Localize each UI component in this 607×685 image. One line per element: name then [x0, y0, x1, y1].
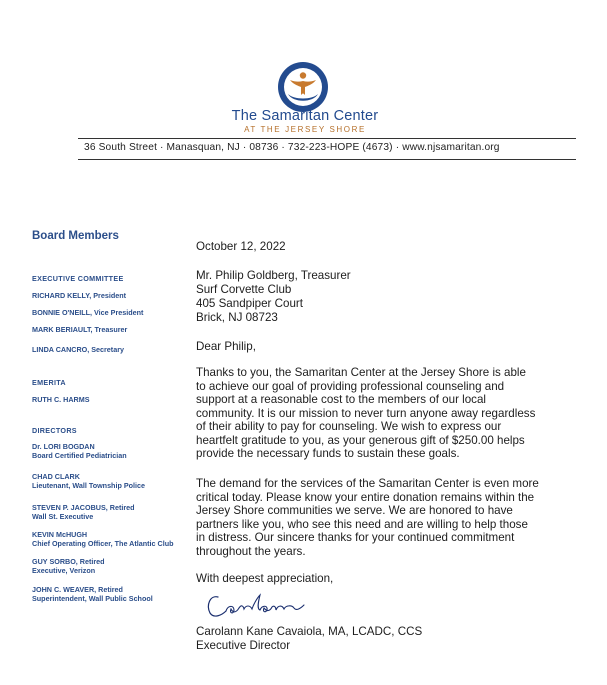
director-name: CHAD CLARK — [32, 472, 80, 481]
director-name: Dr. LORI BOGDAN — [32, 442, 95, 451]
paragraph-2 — [196, 477, 546, 558]
recipient-line: 405 Sandpiper Court — [196, 297, 303, 310]
salutation: Dear Philip, — [196, 340, 256, 353]
paragraph-line: community. It is our mission to never turn anyone away regardless — [196, 406, 536, 420]
closing: With deepest appreciation, — [196, 572, 334, 585]
executive-committee-title: EXECUTIVE COMMITTEE — [32, 274, 124, 283]
board-member: LINDA CANCRO, Secretary — [32, 345, 124, 354]
director-role: Wall St. Executive — [32, 512, 94, 521]
recipient-line: Surf Corvette Club — [196, 283, 292, 296]
letterhead-address: 36 South Street · Manasquan, NJ · 08736 · 732-223-HOPE (4673) · www.njsamaritan.org — [84, 142, 500, 153]
org-name: The Samaritan Center — [231, 108, 379, 124]
board-member: RICHARD KELLY, President — [32, 291, 126, 300]
paragraph-1 — [196, 366, 546, 461]
signer-title: Executive Director — [196, 639, 291, 652]
director-role: Board Certified Pediatrician — [32, 451, 127, 460]
director-name: JOHN C. WEAVER, Retired — [32, 585, 123, 594]
director-entry — [32, 503, 202, 521]
director-role: Executive, Verizon — [32, 566, 96, 575]
letterhead-rule-bottom — [78, 159, 576, 160]
board-members-heading: Board Members — [32, 230, 119, 242]
paragraph-line: in distress. Our sincere thanks for your continued commitment — [196, 531, 515, 544]
director-entry — [32, 472, 202, 490]
paragraph-line: to achieve our goal of providing professional counseling and — [196, 379, 505, 393]
paragraph-line: Thanks to you, the Samaritan Center at the Jersey Shore is able — [196, 366, 526, 379]
recipient-line: Mr. Philip Goldberg, Treasurer — [196, 269, 351, 282]
paragraph-line: Jersey Shore communities we serve. We are honored to have — [196, 504, 513, 517]
director-role: Lieutenant, Wall Township Police — [32, 481, 146, 490]
paragraph-line: of their ability to pay for counseling. We wish to express our — [196, 420, 502, 433]
recipient-line: Brick, NJ 08723 — [196, 311, 278, 324]
org-subtitle: AT THE JERSEY SHORE — [244, 125, 366, 134]
paragraph-line: The demand for the services of the Samaritan Center is even more — [196, 477, 539, 490]
emerita-title: EMERITA — [32, 378, 66, 387]
director-entry — [32, 530, 202, 548]
director-name: STEVEN P. JACOBUS, Retired — [32, 503, 135, 512]
handwritten-signature — [204, 583, 314, 623]
paragraph-line: partners like you, who see this need and are willing to help those — [196, 517, 528, 531]
paragraph-line: heartfelt gratitude to you, as your generous gift of $250.00 helps — [196, 433, 525, 447]
director-entry — [32, 585, 202, 603]
director-role: Chief Operating Officer, The Atlantic Club — [32, 539, 174, 548]
paragraph-line: critical today. Please know your entire donation remains within the — [196, 490, 535, 504]
paragraph-line: provide the necessary funds to sustain these goals. — [196, 447, 460, 460]
director-entry — [32, 442, 202, 460]
paragraph-line: throughout the years. — [196, 544, 306, 558]
director-name: KEVIN McHUGH — [32, 530, 88, 539]
director-name: GUY SORBO, Retired — [32, 557, 105, 566]
director-role: Superintendent, Wall Public School — [32, 594, 153, 603]
samaritan-center-logo-icon — [276, 60, 330, 114]
board-member: RUTH C. HARMS — [32, 395, 90, 404]
directors-title: DIRECTORS — [32, 426, 77, 435]
letter-date: October 12, 2022 — [196, 240, 286, 253]
signer-name: Carolann Kane Cavaiola, MA, LCADC, CCS — [196, 625, 423, 638]
board-member: MARK BERIAULT, Treasurer — [32, 325, 128, 334]
director-entry — [32, 557, 202, 575]
board-member: BONNIE O'NEILL, Vice President — [32, 308, 144, 317]
paragraph-line: support at a reasonable cost to the members of our local — [196, 393, 487, 406]
letterhead-rule-top — [78, 138, 576, 139]
